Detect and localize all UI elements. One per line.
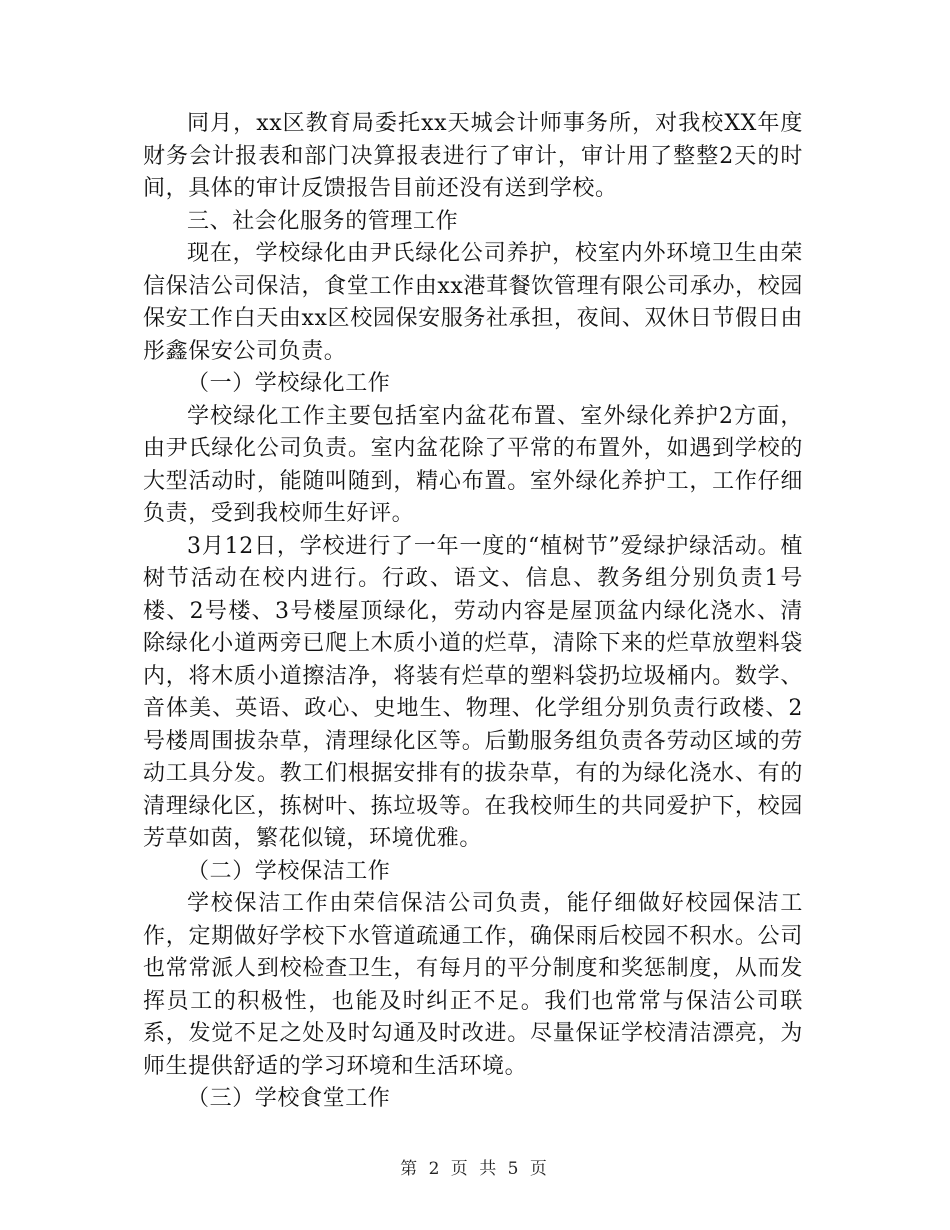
- cleaning-paragraph: 学校保洁工作由荣信保洁公司负责，能仔细做好校园保洁工作，定期做好学校下水管道疏通工作，确保雨后校园不积水。公司也常常派人到校检查卫生，有每月的平分制度和奖惩制度，从而发挥员工的积极性，也能及时纠正不足。我们也常常与保洁公司联系，发觉不足之处及时勾通及时改进。尽量保证学校清洁漂亮，为师生提供舒适的学习环境和生活环境。: [143, 891, 803, 1079]
- greening-paragraph: 学校绿化工作主要包括室内盆花布置、室外绿化养护2方面，由尹氏绿化公司负责。室内盆花除了平常的布置外，如遇到学校的大型活动时，能随叫随到，精心布置。室外绿化养护工，工作仔细负责，受到我校师生好评。: [143, 403, 803, 526]
- sub-heading-canteen: （三）学校食堂工作: [187, 1086, 391, 1111]
- audit-paragraph: 同月，xx区教育局委托xx天城会计师事务所，对我校XX年度财务会计报表和部门决算报表进行了审计，审计用了整整2天的时间，具体的审计反馈报告目前还没有送到学校。: [143, 111, 803, 201]
- arbor-day-paragraph: 3月12日，学校进行了一年一度的“植树节”爱绿护绿活动。植树节活动在校内进行。行政、语文、信息、教务组分别负责1号楼、2号楼、3号楼屋顶绿化，劳动内容是屋顶盆内绿化浇水、清除绿化小道两旁已爬上木质小道的烂草，清除下来的烂草放塑料袋内，将木质小道擦洁净，将装有烂草的塑料袋扔垃圾桶内。数学、音体美、英语、政心、史地生、物理、化学组分别负责行政楼、2号楼周围拔杂草，清理绿化区等。后勤服务组负责各劳动区域的劳动工具分发。教工们根据安排有的拔杂草，有的为绿化浇水、有的清理绿化区，拣树叶、拣垃圾等。在我校师生的共同爱护下，校园芳草如茵，繁花似镜，环境优雅。: [143, 533, 803, 851]
- document-body: [143, 108, 803, 1116]
- section-heading-three: 三、社会化服务的管理工作: [187, 208, 459, 234]
- outsourcing-paragraph: 现在，学校绿化由尹氏绿化公司养护，校室内外环境卫生由荣信保洁公司保洁，食堂工作由xx港茸餐饮管理有限公司承办，校园保安工作白天由xx区校园保安服务社承担，夜间、双休日节假日由彤鑫保安公司负责。: [143, 241, 803, 364]
- sub-heading-cleaning: （二）学校保洁工作: [187, 858, 391, 884]
- page-number-footer: 第 2 页 共 5 页: [400, 1159, 550, 1179]
- sub-heading-greening: （一）学校绿化工作: [187, 371, 391, 396]
